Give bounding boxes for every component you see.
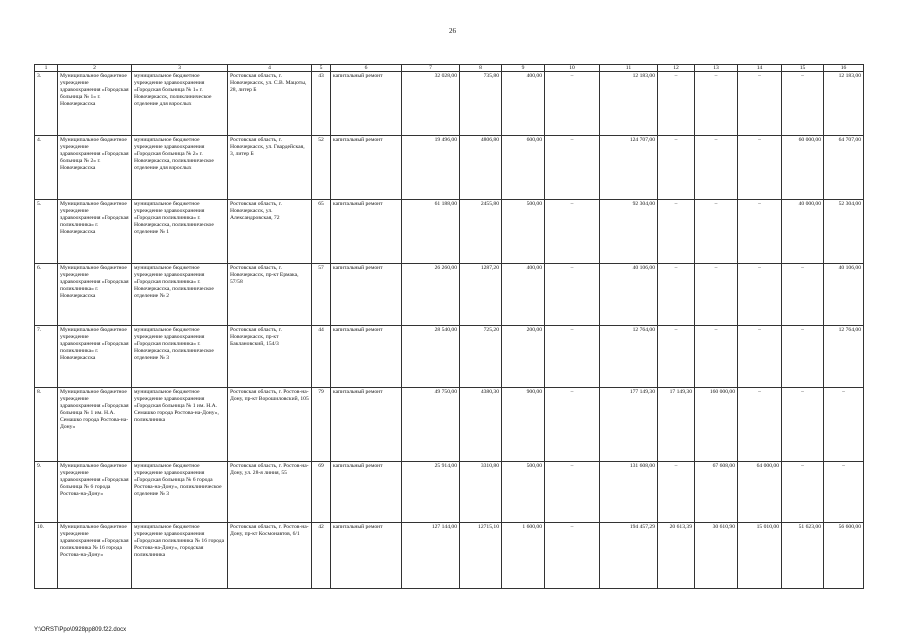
- col-15-cell: –: [782, 326, 824, 388]
- col-16-cell: 56 600,00: [824, 523, 864, 589]
- address-cell: Ростовская область, г. Ростов-на-Дону, пр-кт Ворошиловский, 105: [228, 388, 312, 462]
- work-type-cell: капитальный ремонт: [331, 326, 402, 388]
- column-header-6: 6: [331, 65, 402, 72]
- col-7-cell: 32 028,00: [402, 72, 460, 136]
- col-8-cell: 3310,80: [460, 462, 502, 523]
- col-15-cell: 60 000,00: [782, 136, 824, 200]
- col-16-cell: 12 183,00: [824, 72, 864, 136]
- organization-cell: Муниципальное бюджетное учреждение здравоохранения «Городская больница № 1 им. Н.А. Семашко города Ростова-на-Дону»: [58, 388, 132, 462]
- column-header-3: 3: [132, 65, 228, 72]
- col-7-cell: 25 914,00: [402, 462, 460, 523]
- col-7-cell: 28 540,00: [402, 326, 460, 388]
- column-header-11: 11: [600, 65, 658, 72]
- col-13-cell: –: [695, 264, 738, 326]
- address-cell: Ростовская область, г. Новочеркасск, ул. С.В. Мацоты, 28, литер Б: [228, 72, 312, 136]
- col-13-cell: –: [695, 326, 738, 388]
- col-9-cell: 500,00: [502, 462, 545, 523]
- col-16-cell: 40 106,00: [824, 264, 864, 326]
- column-header-15: 15: [782, 65, 824, 72]
- column-header-13: 13: [695, 65, 738, 72]
- col-11-cell: 92 304,00: [600, 200, 658, 264]
- facility-cell: муниципальное бюджетное учреждение здравоохранения «Городская поликлиника № 16 города Ростова-на-Дону», городская поликлиника: [132, 523, 228, 589]
- col-10-cell: –: [545, 264, 600, 326]
- row-number-cell: 5.: [35, 200, 58, 264]
- col-7-cell: 61 188,00: [402, 200, 460, 264]
- facility-cell: муниципальное бюджетное учреждение здравоохранения «Городская поликлиника» г. Новочеркасска, поликлиническое отделение № 1: [132, 200, 228, 264]
- organization-cell: Муниципальное бюджетное учреждение здравоохранения «Городская больница № 1» г. Новочеркасска: [58, 72, 132, 136]
- address-cell: Ростовская область, г. Ростов-на-Дону, ул. 28-я линия, 55: [228, 462, 312, 523]
- row-number-cell: 7.: [35, 326, 58, 388]
- col-8-cell: 4806,80: [460, 136, 502, 200]
- col-5-cell: 44: [312, 326, 331, 388]
- facility-cell: муниципальное бюджетное учреждение здравоохранения «Городская поликлиника» г. Новочеркасска, поликлиническое отделение № 3: [132, 326, 228, 388]
- col-14-cell: –: [738, 200, 782, 264]
- col-11-cell: 131 608,00: [600, 462, 658, 523]
- col-10-cell: –: [545, 462, 600, 523]
- col-13-cell: 30 610,90: [695, 523, 738, 589]
- col-5-cell: 79: [312, 388, 331, 462]
- col-8-cell: 1287,20: [460, 264, 502, 326]
- col-12-cell: –: [658, 136, 695, 200]
- col-14-cell: –: [738, 326, 782, 388]
- col-13-cell: –: [695, 136, 738, 200]
- col-7-cell: 49 750,00: [402, 388, 460, 462]
- address-cell: Ростовская область, г. Новочеркасск, пр-кт Баклановский, 154/3: [228, 326, 312, 388]
- col-15-cell: –: [782, 388, 824, 462]
- col-12-cell: –: [658, 200, 695, 264]
- col-7-cell: 26 260,00: [402, 264, 460, 326]
- col-9-cell: 1 600,00: [502, 523, 545, 589]
- col-11-cell: 12 183,00: [600, 72, 658, 136]
- col-12-cell: –: [658, 462, 695, 523]
- row-number-cell: 4.: [35, 136, 58, 200]
- col-10-cell: –: [545, 326, 600, 388]
- col-15-cell: –: [782, 462, 824, 523]
- col-12-cell: –: [658, 326, 695, 388]
- table-row: [35, 388, 864, 462]
- col-5-cell: 43: [312, 72, 331, 136]
- facility-cell: муниципальное бюджетное учреждение здравоохранения «Городская больница № 1 им. Н.А. Семашко города Ростова-на-Дону», поликлиника: [132, 388, 228, 462]
- column-header-9: 9: [502, 65, 545, 72]
- col-9-cell: 400,00: [502, 72, 545, 136]
- col-5-cell: 65: [312, 200, 331, 264]
- col-16-cell: 64 707,00: [824, 136, 864, 200]
- col-13-cell: –: [695, 200, 738, 264]
- col-8-cell: 725,20: [460, 326, 502, 388]
- col-7-cell: 127 144,00: [402, 523, 460, 589]
- col-12-cell: –: [658, 72, 695, 136]
- file-path-footer: Y:\ORST\Ppo\0928pp809.f22.docx: [34, 627, 127, 633]
- organization-cell: Муниципальное бюджетное учреждение здравоохранения «Городская поликлиника» г. Новочеркасска: [58, 264, 132, 326]
- organization-cell: Муниципальное бюджетное учреждение здравоохранения «Городская больница № 2» г. Новочеркасска: [58, 136, 132, 200]
- facility-cell: муниципальное бюджетное учреждение здравоохранения «Городская больница № 6 города Ростова-на-Дону», поликлиническое отделение № 3: [132, 462, 228, 523]
- col-5-cell: 42: [312, 523, 331, 589]
- column-header-4: 4: [228, 65, 312, 72]
- col-5-cell: 57: [312, 264, 331, 326]
- column-header-12: 12: [658, 65, 695, 72]
- address-cell: Ростовская область, г. Новочеркасск, ул. Гвардейская, 3, литер Б: [228, 136, 312, 200]
- col-12-cell: 20 613,39: [658, 523, 695, 589]
- table-row: [35, 200, 864, 264]
- organization-cell: Муниципальное бюджетное учреждение здравоохранения «Городская поликлиника № 16 города Ростова-на-Дону»: [58, 523, 132, 589]
- col-10-cell: –: [545, 72, 600, 136]
- col-16-cell: –: [824, 462, 864, 523]
- col-5-cell: 69: [312, 462, 331, 523]
- table-row: [35, 136, 864, 200]
- header-row: [35, 65, 864, 72]
- column-header-7: 7: [402, 65, 460, 72]
- col-12-cell: –: [658, 264, 695, 326]
- col-10-cell: –: [545, 136, 600, 200]
- address-cell: Ростовская область, г. Новочеркасск, пр-кт Ермака, 57/58: [228, 264, 312, 326]
- col-16-cell: 52 304,00: [824, 200, 864, 264]
- work-type-cell: капитальный ремонт: [331, 200, 402, 264]
- col-14-cell: 15 010,00: [738, 523, 782, 589]
- column-header-10: 10: [545, 65, 600, 72]
- facility-cell: муниципальное бюджетное учреждение здравоохранения «Городская больница № 1» г. Новочеркасск, поликлиническое отделение для взрослых: [132, 72, 228, 136]
- col-14-cell: –: [738, 264, 782, 326]
- col-9-cell: 200,00: [502, 326, 545, 388]
- facility-cell: муниципальное бюджетное учреждение здравоохранения «Городская поликлиника» г. Новочеркасска, поликлиническое отделение № 2: [132, 264, 228, 326]
- col-8-cell: 12715,10: [460, 523, 502, 589]
- page-number: 26: [449, 27, 456, 35]
- work-type-cell: капитальный ремонт: [331, 264, 402, 326]
- col-12-cell: 17 149,30: [658, 388, 695, 462]
- col-15-cell: –: [782, 264, 824, 326]
- address-cell: Ростовская область, г. Ростов-на-Дону, пр-кт Космонавтов, 6/1: [228, 523, 312, 589]
- col-15-cell: –: [782, 72, 824, 136]
- work-type-cell: капитальный ремонт: [331, 462, 402, 523]
- col-10-cell: –: [545, 388, 600, 462]
- column-header-2: 2: [58, 65, 132, 72]
- column-header-8: 8: [460, 65, 502, 72]
- col-15-cell: 51 623,00: [782, 523, 824, 589]
- col-11-cell: 194 457,29: [600, 523, 658, 589]
- facility-cell: муниципальное бюджетное учреждение здравоохранения «Городская больница № 2» г. Новочеркасска, поликлиническое отделение для взрослых: [132, 136, 228, 200]
- table-row: [35, 523, 864, 589]
- row-number-cell: 8.: [35, 388, 58, 462]
- work-type-cell: капитальный ремонт: [331, 523, 402, 589]
- work-type-cell: капитальный ремонт: [331, 72, 402, 136]
- col-9-cell: 500,00: [502, 200, 545, 264]
- col-7-cell: 19 496,00: [402, 136, 460, 200]
- column-header-5: 5: [312, 65, 331, 72]
- col-8-cell: 735,80: [460, 72, 502, 136]
- col-11-cell: 40 106,00: [600, 264, 658, 326]
- col-10-cell: –: [545, 523, 600, 589]
- col-13-cell: 160 000,00: [695, 388, 738, 462]
- col-11-cell: 124 707,00: [600, 136, 658, 200]
- address-cell: Ростовская область, г. Новочеркасск, ул. Александровская, 72: [228, 200, 312, 264]
- organization-cell: Муниципальное бюджетное учреждение здравоохранения «Городская больница № 6 города Ростова-на-Дону»: [58, 462, 132, 523]
- row-number-cell: 3.: [35, 72, 58, 136]
- col-14-cell: 64 000,00: [738, 462, 782, 523]
- col-8-cell: 4380,30: [460, 388, 502, 462]
- table-row: [35, 462, 864, 523]
- col-10-cell: –: [545, 200, 600, 264]
- col-14-cell: –: [738, 72, 782, 136]
- organization-cell: Муниципальное бюджетное учреждение здравоохранения «Городская поликлиника» г. Новочеркасска: [58, 200, 132, 264]
- table-row: [35, 326, 864, 388]
- work-type-cell: капитальный ремонт: [331, 136, 402, 200]
- col-9-cell: 900,00: [502, 388, 545, 462]
- table-body: [35, 72, 864, 589]
- investment-table: [34, 64, 864, 589]
- row-number-cell: 6.: [35, 264, 58, 326]
- table-row: [35, 264, 864, 326]
- col-13-cell: –: [695, 72, 738, 136]
- work-type-cell: капитальный ремонт: [331, 388, 402, 462]
- col-5-cell: 52: [312, 136, 331, 200]
- column-header-14: 14: [738, 65, 782, 72]
- col-14-cell: –: [738, 388, 782, 462]
- column-header-1: 1: [35, 65, 58, 72]
- organization-cell: Муниципальное бюджетное учреждение здравоохранения «Городская поликлиника» г. Новочеркасска: [58, 326, 132, 388]
- table-row: [35, 72, 864, 136]
- col-15-cell: 40 000,00: [782, 200, 824, 264]
- col-9-cell: 400,00: [502, 264, 545, 326]
- col-11-cell: 12 764,00: [600, 326, 658, 388]
- col-13-cell: 67 608,00: [695, 462, 738, 523]
- column-header-16: 16: [824, 65, 864, 72]
- col-16-cell: 12 764,00: [824, 326, 864, 388]
- col-16-cell: –: [824, 388, 864, 462]
- col-11-cell: 177 149,30: [600, 388, 658, 462]
- row-number-cell: 9.: [35, 462, 58, 523]
- col-9-cell: 600,00: [502, 136, 545, 200]
- col-14-cell: –: [738, 136, 782, 200]
- row-number-cell: 10.: [35, 523, 58, 589]
- col-8-cell: 2455,80: [460, 200, 502, 264]
